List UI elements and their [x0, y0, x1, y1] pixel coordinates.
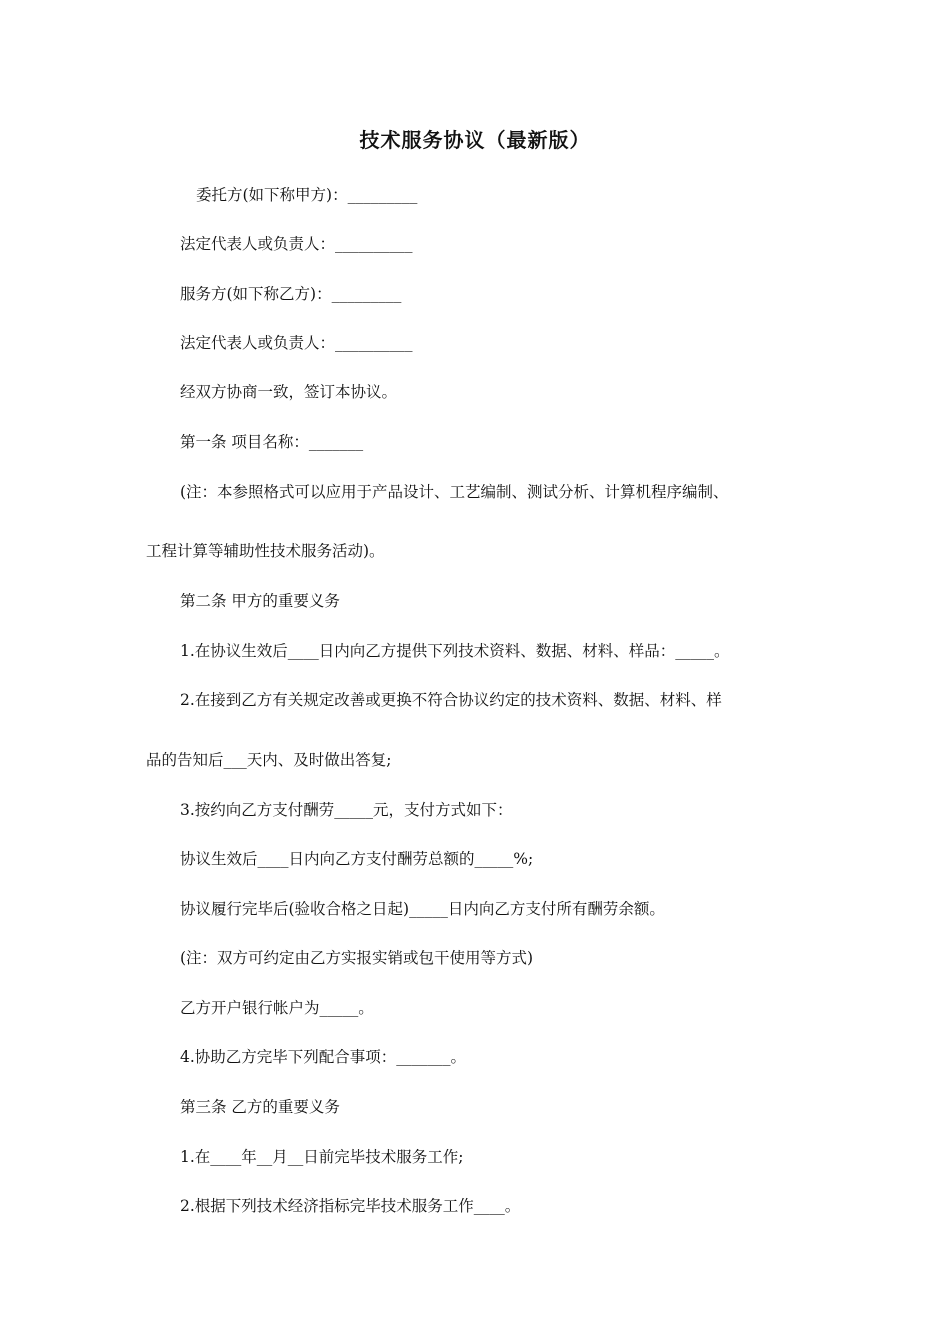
- article-two-item-3: 3.按约向乙方支付酬劳_____元，支付方式如下：: [180, 801, 513, 819]
- document-title: 技术服务协议（最新版）: [359, 128, 591, 152]
- service-party-line: 服务方(如下称乙方)：_________: [180, 285, 402, 303]
- article-two-item-2-continued: 品的告知后___天内、及时做出答复;: [146, 751, 392, 769]
- note-line-2: 工程计算等辅助性技术服务活动)。: [146, 542, 385, 560]
- payment-note: (注：双方可约定由乙方实报实销或包干使用等方式): [180, 949, 534, 967]
- client-representative-line: 法定代表人或负责人：__________: [180, 235, 413, 253]
- bank-account-line: 乙方开户银行帐户为_____。: [180, 999, 374, 1017]
- article-two-heading: 第二条 甲方的重要义务: [180, 592, 340, 610]
- article-three-item-1: 1.在____年__月__日前完毕技术服务工作;: [180, 1148, 464, 1166]
- article-one-heading: 第一条 项目名称：_______: [180, 433, 364, 451]
- article-two-item-2: 2.在接到乙方有关规定改善或更换不符合协议约定的技术资料、数据、材料、样: [180, 691, 722, 709]
- article-two-item-4: 4.协助乙方完毕下列配合事项：_______。: [180, 1048, 467, 1066]
- client-party-line: 委托方(如下称甲方)：_________: [196, 186, 418, 204]
- service-representative-line: 法定代表人或负责人：__________: [180, 334, 413, 352]
- payment-term-2: 协议履行完毕后(验收合格之日起)_____日内向乙方支付所有酬劳余额。: [180, 900, 665, 918]
- article-three-heading: 第三条 乙方的重要义务: [180, 1098, 340, 1116]
- payment-term-1: 协议生效后____日内向乙方支付酬劳总额的_____%;: [180, 850, 534, 868]
- agreement-statement: 经双方协商一致，签订本协议。: [180, 383, 398, 401]
- note-line-1: (注：本参照格式可以应用于产品设计、工艺编制、测试分析、计算机程序编制、: [180, 483, 729, 501]
- article-two-item-1: 1.在协议生效后____日内向乙方提供下列技术资料、数据、材料、样品：_____。: [180, 642, 730, 660]
- article-three-item-2: 2.根据下列技术经济指标完毕技术服务工作____。: [180, 1197, 521, 1215]
